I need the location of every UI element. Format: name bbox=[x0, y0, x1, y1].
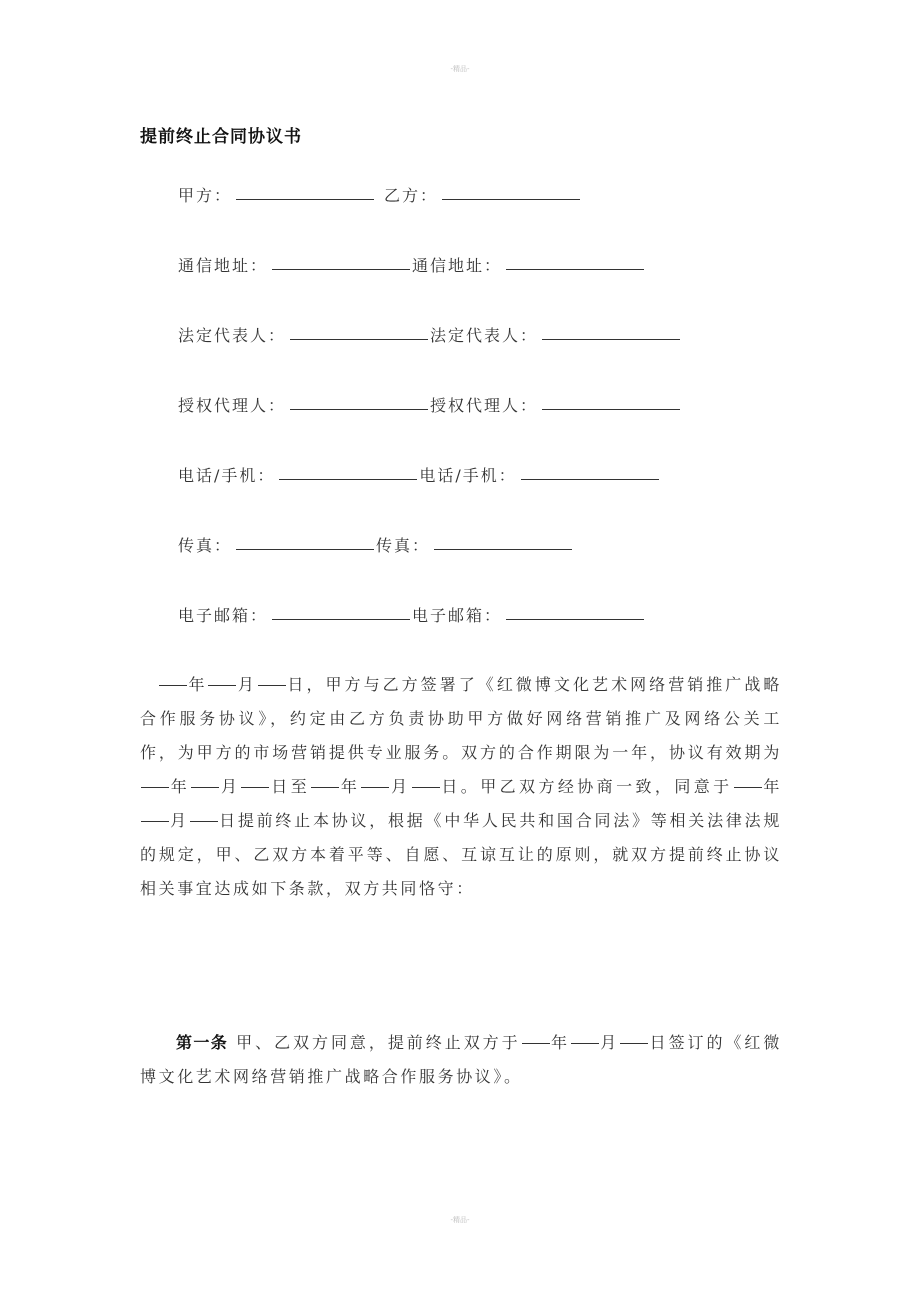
party-b-label: 乙方： bbox=[384, 186, 439, 205]
fill-line bbox=[236, 548, 374, 550]
date-blank bbox=[311, 786, 339, 788]
document-title: 提前终止合同协议书 bbox=[140, 127, 302, 147]
fill-line bbox=[434, 548, 572, 550]
party-row-4 bbox=[178, 388, 682, 416]
fill-line bbox=[290, 338, 428, 340]
phone-b-label: 电话/手机： bbox=[419, 466, 517, 485]
date-blank bbox=[571, 1042, 599, 1044]
article-1: 第一条 甲、乙双方同意，提前终止双方于 年 月 日签订的《红微博文化艺术网络营销推广战略合作服务协议》。 bbox=[140, 1033, 782, 1086]
date-blank bbox=[208, 684, 236, 686]
date-blank bbox=[141, 820, 169, 822]
date-blank bbox=[241, 786, 269, 788]
party-row-2 bbox=[178, 248, 646, 276]
date-blank bbox=[190, 820, 218, 822]
header-mark: -精品- bbox=[450, 65, 470, 73]
phone-a-label: 电话/手机： bbox=[178, 466, 276, 485]
date-blank bbox=[734, 786, 762, 788]
party-row-6 bbox=[178, 528, 574, 556]
fill-line bbox=[542, 408, 680, 410]
address-b-label: 通信地址： bbox=[412, 256, 503, 275]
fax-b-label: 传真： bbox=[376, 536, 431, 555]
legal-rep-b-label: 法定代表人： bbox=[430, 326, 539, 345]
date-blank bbox=[141, 786, 169, 788]
date-blank bbox=[159, 684, 187, 686]
article-1-label: 第一条 bbox=[176, 1033, 229, 1052]
fax-a-label: 传真： bbox=[178, 536, 233, 555]
fill-line bbox=[442, 198, 580, 200]
fill-line bbox=[272, 618, 410, 620]
address-a-label: 通信地址： bbox=[178, 256, 269, 275]
email-b-label: 电子邮箱： bbox=[412, 606, 503, 625]
legal-rep-a-label: 法定代表人： bbox=[178, 326, 287, 345]
date-blank bbox=[620, 1042, 648, 1044]
agent-a-label: 授权代理人： bbox=[178, 396, 287, 415]
party-a-label: 甲方： bbox=[178, 186, 233, 205]
fill-line bbox=[521, 478, 659, 480]
email-a-label: 电子邮箱： bbox=[178, 606, 269, 625]
date-blank bbox=[258, 684, 286, 686]
agent-b-label: 授权代理人： bbox=[430, 396, 539, 415]
fill-line bbox=[290, 408, 428, 410]
fill-line bbox=[506, 618, 644, 620]
date-blank bbox=[522, 1042, 550, 1044]
party-row-3 bbox=[178, 318, 682, 346]
fill-line bbox=[506, 268, 644, 270]
fill-line bbox=[542, 338, 680, 340]
date-blank bbox=[361, 786, 389, 788]
intro-paragraph: 年 月 日，甲方与乙方签署了《红微博文化艺术网络营销推广战略合作服务协议》，约定由乙方负责协助甲方做好网络营销推广及网络公关工作，为甲方的市场营销提供专业服务。双方的合作期限为一年，协议有效期为年 月 日至 年 月 日。甲乙双方经协商一致，同意于 年月 日提前终止本协议，根据《中华人民共和国合同法》等相关法律法规的规定，甲、乙双方本着平等、自愿、互谅互让的原则，就双方提前终止协议相关事宜达成如下条款，双方共同恪守： bbox=[140, 675, 782, 898]
footer-mark: -精品- bbox=[450, 1216, 470, 1224]
party-row-1 bbox=[178, 178, 582, 206]
date-blank bbox=[191, 786, 219, 788]
fill-line bbox=[279, 478, 417, 480]
date-blank bbox=[412, 786, 440, 788]
party-row-7 bbox=[178, 598, 646, 626]
fill-line bbox=[236, 198, 374, 200]
fill-line bbox=[272, 268, 410, 270]
party-row-5 bbox=[178, 458, 661, 486]
